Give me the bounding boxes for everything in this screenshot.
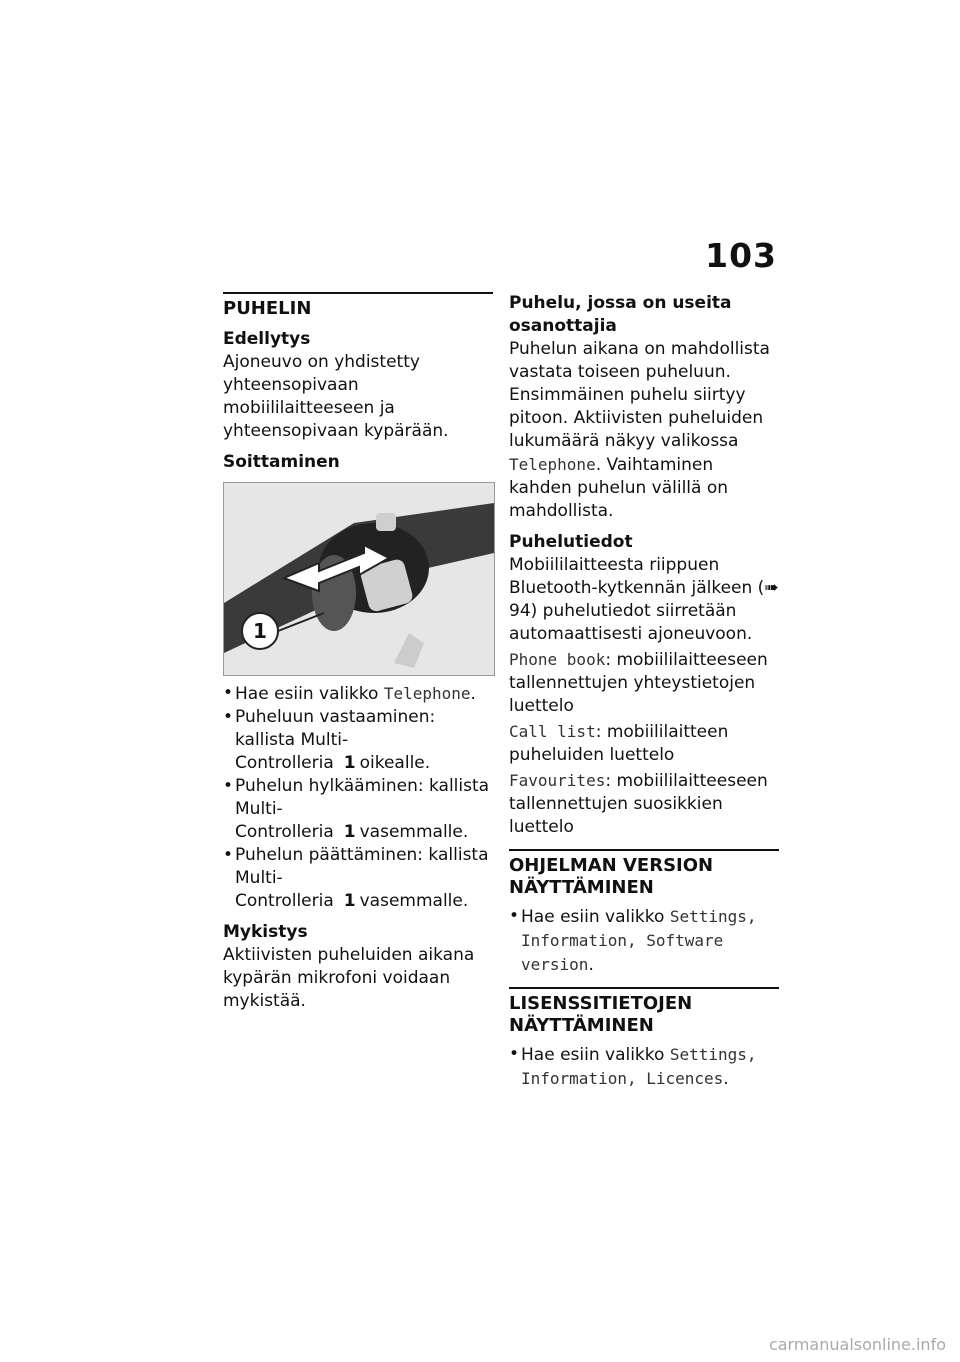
mute-text: Aktiivisten puheluiden aikana kypärän mikrofoni voidaan mykistää. [223, 945, 475, 1011]
call-info-title: Puhelutiedot [509, 532, 633, 552]
list-item: Phone book: mobiililaitteeseen tallennettujen yhteystietojen luettelo [509, 650, 768, 716]
section-title-phone: PUHELIN [223, 292, 493, 320]
version-bullets [509, 905, 779, 977]
calling-bullets [223, 682, 493, 913]
calling-title: Soittaminen [223, 452, 340, 472]
mute-title: Mykistys [223, 922, 308, 942]
list-item: Favourites: mobiililaitteeseen tallennettujen suosikkien luettelo [509, 771, 768, 837]
list-item: Call list: mobiililaitteen puheluiden luettelo [509, 722, 729, 765]
page-reference[interactable]: ➠ 94 [509, 578, 779, 621]
prereq-text: Ajoneuvo on yhdistetty yhteensopivaan mobiililaitteeseen ja yhteensopivaan kypärään. [223, 352, 449, 441]
watermark-footer: carmanualsonline.info [768, 1335, 946, 1354]
list-item: • Hae esiin valikko Settings, Information, Licences. [509, 1043, 779, 1091]
section-title-licences: LISENSSITIETOJEN NÄYTTÄMINEN [509, 987, 779, 1037]
list-item: • Puhelun hylkääminen: kallista Multi-Controlleria 1 vasemmalle. [223, 775, 493, 844]
prereq-title: Edellytys [223, 329, 311, 349]
list-item: • Puhelun päättäminen: kallista Multi-Controlleria 1 vasemmalle. [223, 844, 493, 913]
multi-call-text: Puhelun aikana on mahdollista vastata toiseen puheluun. Ensimmäinen puhelu siirtyy pitoon. Aktiivisten puheluiden lukumäärä näkyy valikossa Telephone. Vaihtaminen kahden puhelun välillä on mahdollista. [509, 339, 770, 521]
list-item: • Hae esiin valikko Telephone. [223, 682, 493, 706]
multi-call-title: Puhelu, jossa on useita osanottajia [509, 293, 732, 336]
list-item: • Hae esiin valikko Settings, Information, Software version. [509, 905, 779, 977]
licence-bullets [509, 1043, 779, 1091]
page-number: 103 [705, 236, 777, 275]
call-info-text: Mobiililaitteesta riippuen Bluetooth-kytkennän jälkeen (➠ 94) puhelutiedot siirretään automaattisesti ajoneuvoon. [509, 555, 779, 644]
handlebar-control-photo [223, 482, 495, 676]
section-title-version: OHJELMAN VERSION NÄYTTÄMINEN [509, 849, 779, 899]
figure-label: 1 [253, 619, 267, 643]
right-column [509, 292, 779, 1091]
list-item: • Puheluun vastaaminen: kallista Multi-Controlleria 1 oikealle. [223, 706, 493, 775]
left-column [223, 292, 493, 1013]
